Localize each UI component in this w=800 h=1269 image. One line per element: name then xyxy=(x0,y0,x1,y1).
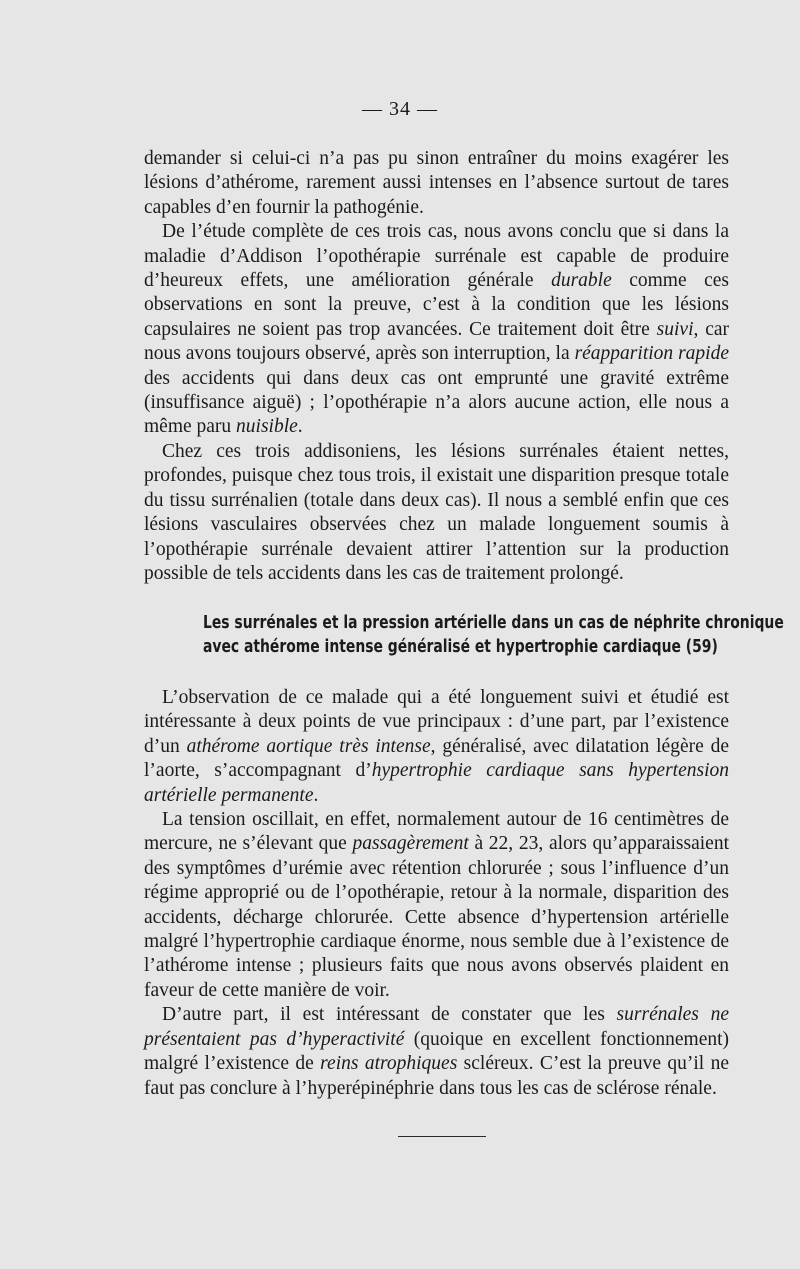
text-run: à 22, 23, alors qu’apparaissaient des symptômes d’urémie avec rétention chlorurée ; sous l’influence d’un régime approprié ou de l’opothérapie, retour à la normale, disparition des accidents, décharge chlorurée. Cette absence d’hypertension artérielle malgré l’hypertrophie cardiaque énorme, nous semble due à l’existence de l’athérome intense ; plusieurs faits que nous avons observés plaident en faveur de cette manière de voir. xyxy=(144,833,729,1001)
text-run: comme ces observations en sont la preuve, c’est à la condition que les lésions capsulaires ne soient pas trop avancées. Ce traitement doit être xyxy=(144,270,730,340)
paragraph-conclusion xyxy=(144,220,729,440)
text-run: scléreux. C’est la preuve qu’il ne faut pas conclure à l’hyperépinéphrie dans tous les cas de sclérose rénale. xyxy=(144,1053,729,1099)
paragraph-surrenales xyxy=(144,1003,729,1101)
paragraph-continuation: demander si celui-ci n’a pas pu sinon entraîner du moins exagérer les lésions d’athérome, rarement aussi intenses en l’absence surtout de tares capables d’en fournir la pathogénie. xyxy=(144,148,729,218)
italic-run: durable xyxy=(551,270,612,292)
closing-rule xyxy=(398,1136,486,1137)
text-run: La tension oscillait, en effet, normalement autour de 16 centimètres de mercure, ne s’élevant que xyxy=(144,809,729,855)
text-run: , généralisé, avec dilatation légère de l’aorte, s’accompagnant d’ xyxy=(144,735,729,782)
text-run: . xyxy=(297,416,303,438)
text-run: De l’étude complète de ces trois cas, nous avons conclu que si dans la maladie d’Addison l’opothérapie surrénale est capable de produire d’heureux effets, une amélioration générale xyxy=(144,221,729,292)
text-run: , car nous avons toujours observé, après son interruption, la xyxy=(144,318,729,365)
italic-run: nuisible xyxy=(236,416,298,438)
text-run: D’autre part, il est intéressant de constater que les xyxy=(162,1004,617,1026)
italic-run: surrénales ne présentaient pas d’hyperactivité xyxy=(144,1004,729,1050)
italic-run: hypertrophie cardiaque sans hypertension artérielle permanente xyxy=(144,760,729,806)
section-title-line-2: avec athérome intense généralisé et hypertrophie cardiaque (59) xyxy=(203,637,718,657)
paragraph-addisoniens: Chez ces trois addisoniens, les lésions surrénales étaient nettes, profondes, puisque chez tous trois, il existait une disparition presque totale du tissu surrénalien (totale dans deux cas). Il nous a semblé enfin que ces lésions vasculaires observées chez un malade longuement soumis à l’opothérapie surrénale devaient attirer l’attention sur la production possible de tels accidents dans les cas de traitement prolongé. xyxy=(144,440,729,584)
italic-run: suivi xyxy=(656,318,694,340)
section-title-line-1: Les surrénales et la pression artérielle dans un cas de néphrite chronique xyxy=(203,613,784,633)
body-text-top xyxy=(144,147,729,586)
italic-run: passagèrement xyxy=(352,833,469,855)
paragraph-tension xyxy=(144,808,729,1003)
text-run: . xyxy=(313,784,319,806)
italic-run: athérome aortique très intense xyxy=(186,735,431,757)
text-run: L’observation de ce malade qui a été longuement suivi et étudié est intéressante à deux points de vue principaux : d’une part, par l’existence d’un xyxy=(144,687,729,757)
body-text-bottom xyxy=(144,686,729,1101)
section-title xyxy=(203,611,784,659)
paragraph-observation xyxy=(144,686,729,808)
italic-run: reins atrophiques xyxy=(320,1053,458,1075)
text-run: des accidents qui dans deux cas ont emprunté une gravité extrême (insuffisance aiguë) ; l’opothérapie n’a alors aucune action, elle nous a même paru xyxy=(144,367,729,438)
text-run: (quoique en excellent fonctionnement) malgré l’existence de xyxy=(144,1028,730,1075)
page-number: — 34 — xyxy=(362,98,438,120)
italic-run: réapparition rapide xyxy=(574,343,730,365)
